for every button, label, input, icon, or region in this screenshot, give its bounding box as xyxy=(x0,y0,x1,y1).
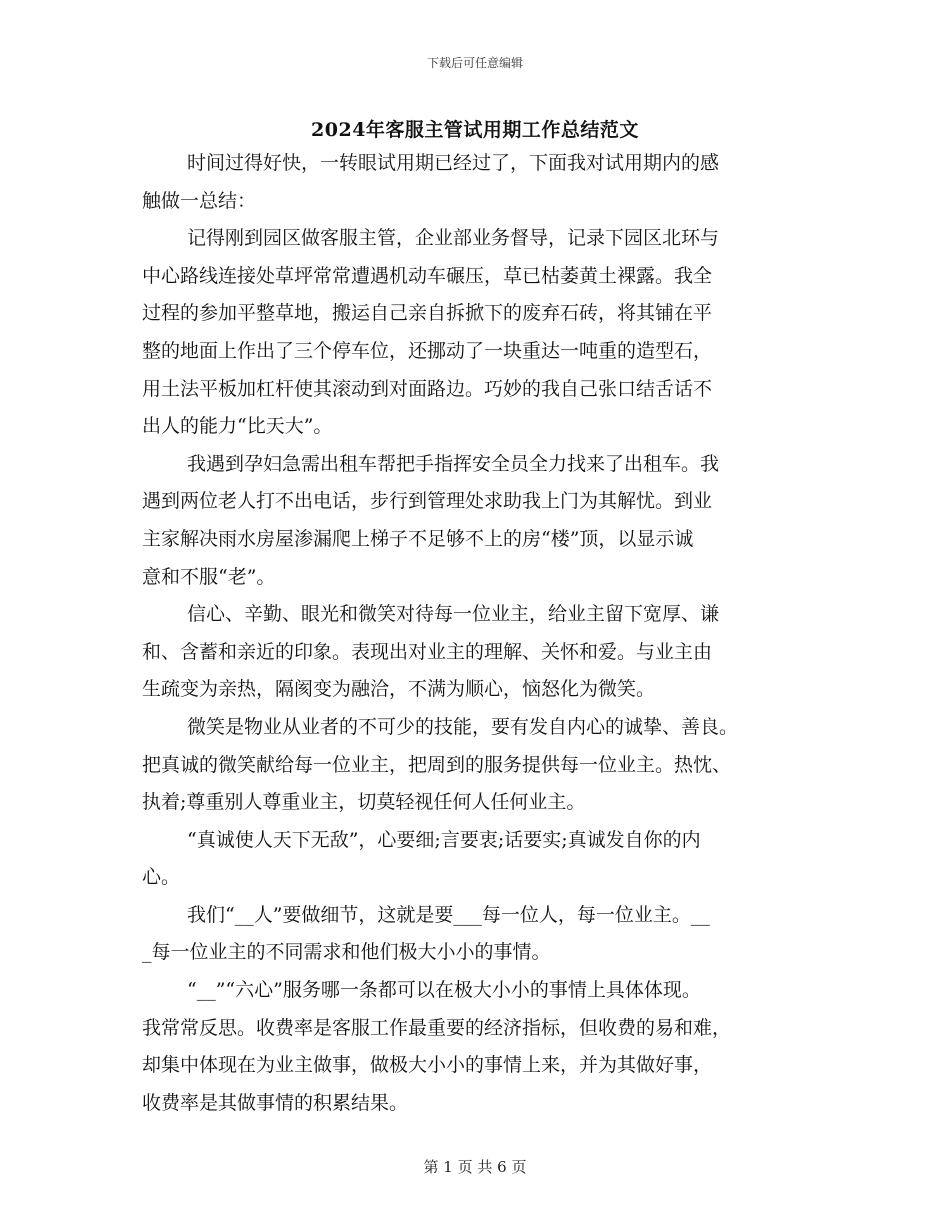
text-line: 微笑是物业从业者的不可少的技能，要有发自内心的诚挚、善良。 xyxy=(187,715,739,738)
text-line: 我遇到孕妇急需出租车帮把手指挥安全员全力找来了出租车。我 xyxy=(187,452,720,475)
document-title: 2024年客服主管试用期工作总结范文 xyxy=(311,119,639,141)
text-line: 用土法平板加杠杆使其滚动到对面路边。巧妙的我自己张口结舌话不 xyxy=(142,377,713,400)
text-line: 和、含蓄和亲近的印象。表现出对业主的理解、关怀和爱。与业主由 xyxy=(142,640,713,663)
text-line: 我常常反思。收费率是客服工作最重要的经济指标，但收费的易和难， xyxy=(142,1016,732,1039)
page-header: 下载后可任意编辑 xyxy=(426,56,523,70)
text-line: “真诚使人天下无敌”，心要细;言要衷;话要实;真诚发自你的内 xyxy=(187,828,701,851)
text-line: “__”“六心”服务哪一条都可以在极大小小的事情上具体体现。 xyxy=(187,979,701,1002)
text-line: 时间过得好快，一转眼试用期已经过了，下面我对试用期内的感 xyxy=(187,152,720,174)
text-line: 意和不服“老”。 xyxy=(142,565,276,588)
text-line: _每一位业主的不同需求和他们极大小小的事情。 xyxy=(142,941,551,964)
text-line: 出人的能力“比天大”。 xyxy=(142,415,333,438)
text-line: 过程的参加平整草地，搬运自己亲自拆掀下的废弃石砖，将其铺在平 xyxy=(142,302,713,325)
text-line: 我们“__人”要做细节，这就是要___每一位人，每一位业主。__ xyxy=(187,903,710,926)
text-line: 主家解决雨水房屋渗漏爬上梯子不足够不上的房“楼”顶，以显示诚 xyxy=(142,527,694,550)
text-line: 把真诚的微笑献给每一位业主，把周到的服务提供每一位业主。热忱、 xyxy=(142,753,732,776)
text-line: 记得刚到园区做客服主管，企业部业务督导，记录下园区北环与 xyxy=(187,227,720,250)
text-line: 信心、辛勤、眼光和微笑对待每一位业主，给业主留下宽厚、谦 xyxy=(187,603,720,626)
text-line: 执着;尊重别人尊重业主，切莫轻视任何人任何业主。 xyxy=(142,791,586,814)
text-line: 心。 xyxy=(142,866,181,889)
text-line: 收费率是其做事情的积累结果。 xyxy=(142,1091,409,1114)
text-line: 生疏变为亲热，隔阂变为融洽，不满为顺心，恼怒化为微笑。 xyxy=(142,678,656,701)
page-footer: 第 1 页 共 6 页 xyxy=(423,1158,527,1176)
text-line: 却集中体现在为业主做事，做极大小小的事情上来，并为其做好事， xyxy=(142,1054,713,1077)
text-line: 遇到两位老人打不出电话，步行到管理处求助我上门为其解忧。到业 xyxy=(142,490,713,513)
text-line: 中心路线连接处草坪常常遭遇机动车碾压，草已枯萎黄土裸露。我全 xyxy=(142,264,713,287)
document-body xyxy=(142,145,807,1122)
text-line: 整的地面上作出了三个停车位，还挪动了一块重达一吨重的造型石， xyxy=(142,339,713,362)
text-line: 触做一总结： xyxy=(142,189,257,212)
